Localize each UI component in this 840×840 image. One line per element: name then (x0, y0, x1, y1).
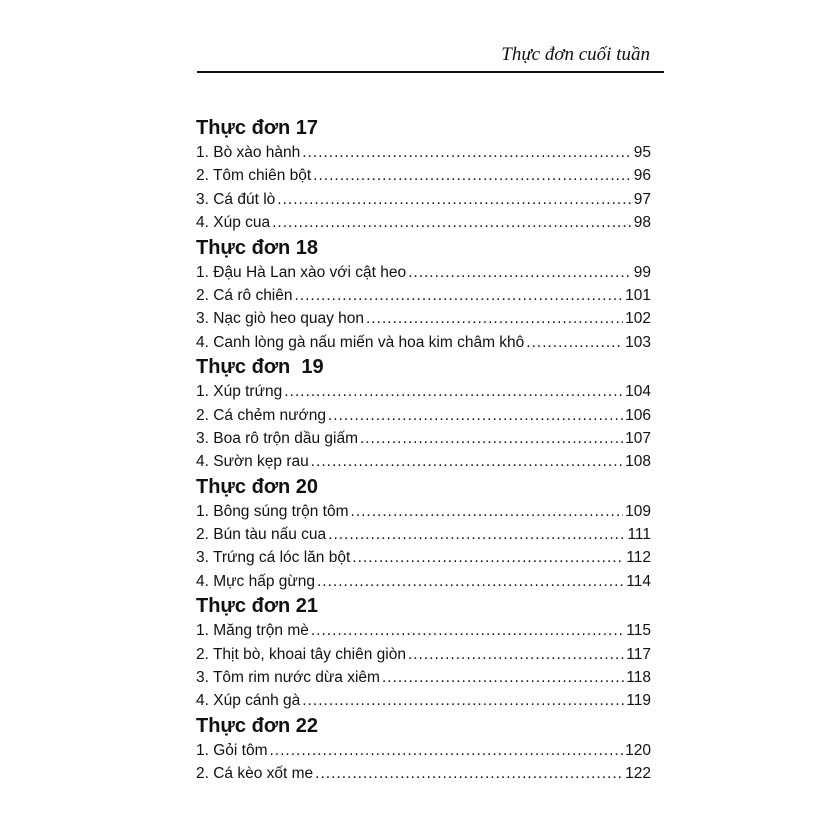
dot-leader (360, 427, 623, 450)
entry-label: 3. Cá đút lò (196, 190, 276, 208)
entry-page-number: 107 (625, 429, 651, 447)
dot-leader (277, 188, 631, 211)
dot-leader (270, 739, 624, 762)
toc-section (196, 593, 651, 713)
toc-entry (196, 450, 651, 473)
entry-label: 4. Canh lòng gà nấu miến và hoa kim châm khô (196, 333, 525, 351)
entry-page-number: 108 (625, 453, 651, 471)
section-heading: Thực đơn 17 (196, 117, 319, 139)
entry-page-number: 102 (625, 310, 651, 328)
toc-entry (196, 188, 651, 211)
entry-page-number: 109 (625, 502, 651, 520)
dot-leader (408, 261, 632, 284)
toc-entry (196, 164, 651, 187)
entry-label: 3. Trứng cá lóc lăn bột (196, 549, 351, 567)
entry-label: 3. Tôm rim nước dừa xiêm (196, 669, 380, 687)
toc-entry (196, 762, 651, 785)
toc-entry (196, 689, 651, 712)
toc-section (196, 354, 651, 474)
entry-page-number: 114 (626, 572, 651, 590)
dot-leader (272, 211, 632, 234)
entry-label: 3. Nạc giò heo quay hon (196, 310, 365, 328)
entry-label: 1. Xúp trứng (196, 383, 283, 401)
entry-label: 2. Cá rô chiên (196, 286, 293, 304)
entry-page-number: 122 (625, 765, 651, 783)
toc-entry (196, 643, 651, 666)
entry-label: 1. Đậu Hà Lan xào với cật heo (196, 263, 407, 281)
toc-entry (196, 523, 651, 546)
dot-leader (295, 284, 624, 307)
toc-entry (196, 739, 651, 762)
toc-entry (196, 331, 651, 354)
entry-label: 1. Bông súng trộn tôm (196, 502, 349, 520)
toc-entry (196, 141, 651, 164)
dot-leader (352, 546, 624, 569)
entry-label: 4. Mực hấp gừng (196, 572, 315, 590)
dot-leader (408, 643, 624, 666)
entry-label: 2. Bún tàu nấu cua (196, 526, 327, 544)
toc-section (196, 115, 651, 235)
entry-page-number: 101 (625, 286, 651, 304)
toc-section (196, 713, 651, 786)
section-heading: Thực đơn 20 (196, 475, 319, 498)
entry-page-number: 104 (625, 383, 651, 401)
dot-leader (328, 404, 623, 427)
entry-page-number: 120 (625, 741, 651, 759)
toc-section (196, 474, 651, 594)
entry-page-number: 97 (633, 190, 651, 208)
toc-entry (196, 500, 651, 523)
entry-label: 4. Sườn kẹp rau (196, 453, 309, 471)
section-heading: Thực đơn 21 (196, 595, 319, 618)
entry-page-number: 99 (633, 263, 651, 281)
entry-page-number: 117 (626, 645, 651, 663)
header-rule (197, 71, 664, 73)
section-heading: Thực đơn 19 (196, 356, 324, 379)
entry-label: 2. Thịt bò, khoai tây chiên giòn (196, 645, 406, 663)
entry-page-number: 111 (627, 526, 651, 544)
entry-page-number: 95 (633, 144, 651, 161)
dot-leader (284, 380, 623, 403)
toc-entry (196, 666, 651, 689)
toc-entry (196, 211, 651, 234)
dot-leader (351, 500, 624, 523)
entry-page-number: 96 (633, 167, 651, 185)
entry-page-number: 98 (633, 214, 651, 232)
section-heading: Thực đơn 22 (196, 714, 319, 737)
dot-leader (311, 450, 623, 473)
table-of-contents (196, 115, 651, 786)
running-header-title: Thực đơn cuối tuần (501, 44, 650, 65)
entry-label: 1. Gỏi tôm (196, 741, 268, 759)
toc-entry (196, 284, 651, 307)
toc-entry (196, 570, 651, 593)
toc-entry (196, 619, 651, 642)
entry-page-number: 106 (625, 406, 651, 424)
dot-leader (302, 689, 624, 712)
toc-entry (196, 307, 651, 330)
entry-page-number: 112 (626, 549, 651, 567)
entry-label: 4. Xúp cua (196, 214, 271, 232)
entry-label: 2. Cá chẻm nướng (196, 406, 326, 424)
entry-page-number: 119 (626, 692, 651, 710)
dot-leader (366, 307, 623, 330)
entry-label: 4. Xúp cánh gà (196, 692, 301, 710)
entry-label: 2. Tôm chiên bột (196, 167, 312, 185)
toc-entry (196, 404, 651, 427)
entry-label: 2. Cá kèo xốt me (196, 765, 314, 783)
dot-leader (328, 523, 625, 546)
dot-leader (382, 666, 624, 689)
entry-page-number: 115 (626, 622, 651, 640)
toc-entry (196, 427, 651, 450)
dot-leader (317, 570, 624, 593)
dot-leader (311, 619, 624, 642)
toc-entry (196, 380, 651, 403)
entry-label: 3. Boa rô trộn dầu giấm (196, 429, 358, 447)
section-heading: Thực đơn 18 (196, 236, 319, 259)
entry-page-number: 103 (625, 333, 651, 351)
entry-label: 1. Măng trộn mè (196, 622, 309, 640)
dot-leader (315, 762, 623, 785)
dot-leader (302, 141, 631, 164)
dot-leader (526, 331, 623, 354)
dot-leader (313, 164, 632, 187)
toc-entry (196, 261, 651, 284)
entry-label: 1. Bò xào hành (196, 144, 301, 161)
entry-page-number: 118 (626, 669, 651, 687)
toc-section (196, 235, 651, 355)
toc-entry (196, 546, 651, 569)
